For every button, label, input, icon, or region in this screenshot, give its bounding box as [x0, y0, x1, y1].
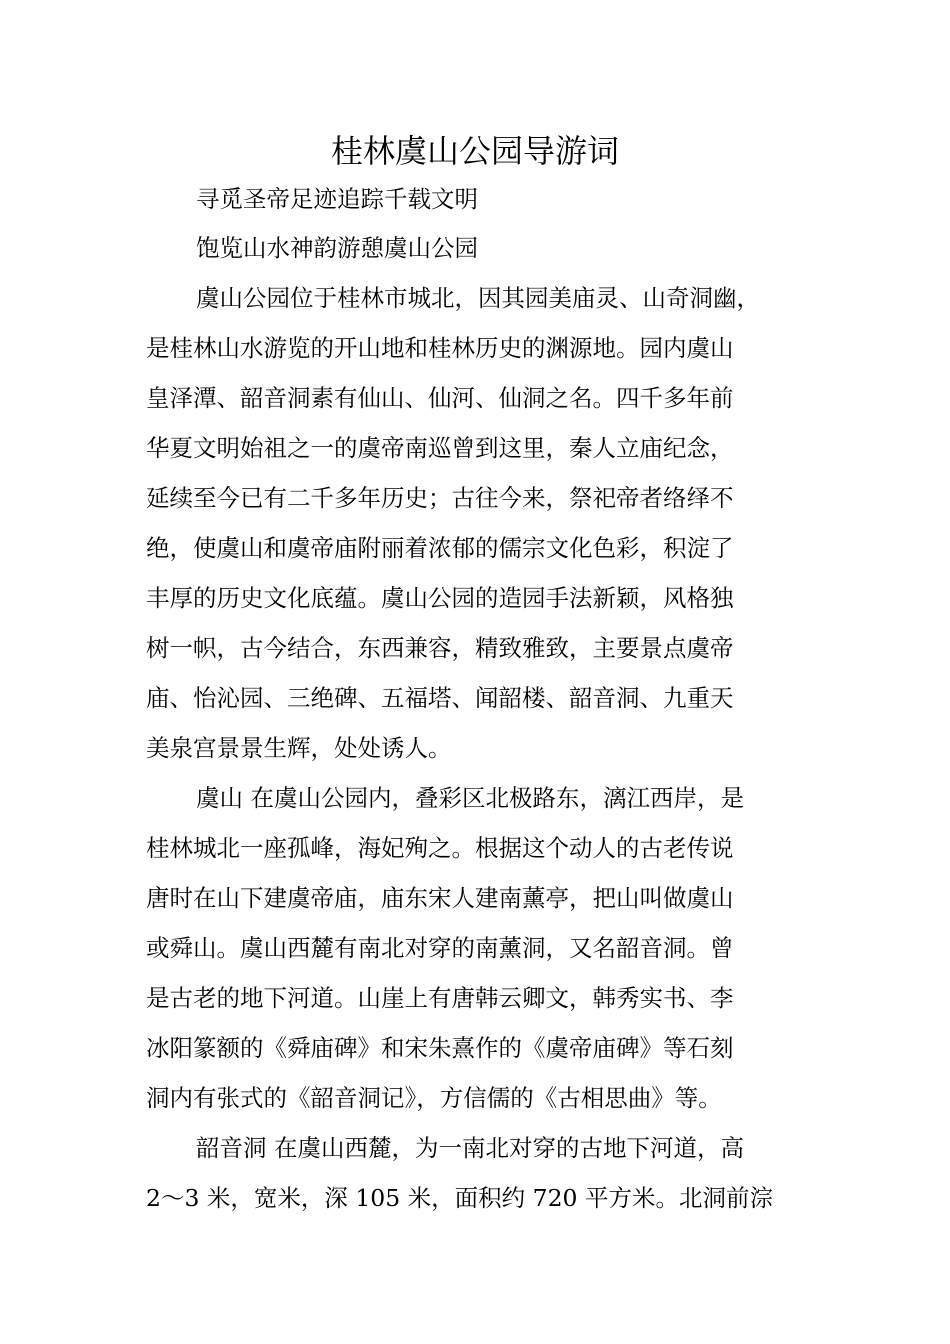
paragraph-line: 韶音洞 在虞山西麓，为一南北对穿的古地下河道，高 — [196, 1134, 744, 1162]
paragraph-line: 美泉宫景景生辉，处处诱人。 — [146, 734, 452, 762]
paragraph-line: 丰厚的历史文化底蕴。虞山公园的造园手法新颖，风格独 — [146, 584, 734, 612]
paragraph-line: 延续至今已有二千多年历史；古往今来，祭祀帝者络绎不 — [146, 484, 734, 512]
paragraph-line: 或舜山。虞山西麓有南北对穿的南薰洞，又名韶音洞。曾 — [146, 934, 734, 962]
subtitle-line-2: 饱览山水神韵游憩虞山公园 — [196, 234, 478, 262]
paragraph-line: 洞内有张式的《韶音洞记》，方信儒的《古相思曲》等。 — [146, 1084, 722, 1112]
paragraph-line: 是桂林山水游览的开山地和桂林历史的渊源地。园内虞山 — [146, 334, 734, 362]
paragraph-line: 冰阳篆额的《舜庙碑》和宋朱熹作的《虞帝庙碑》等石刻 — [146, 1034, 734, 1062]
paragraph-line: 庙、怡沁园、三绝碑、五福塔、闻韶楼、韶音洞、九重天 — [146, 684, 734, 712]
paragraph-line: 虞山 在虞山公园内，叠彩区北极路东，漓江西岸，是 — [196, 784, 744, 812]
paragraph-line: 华夏文明始祖之一的虞帝南巡曾到这里，秦人立庙纪念， — [146, 434, 734, 462]
paragraph-line: 虞山公园位于桂林市城北，因其园美庙灵、山奇洞幽， — [196, 284, 760, 312]
paragraph-line: 唐时在山下建虞帝庙，庙东宋人建南薰亭，把山叫做虞山 — [146, 884, 734, 912]
paragraph-line: 桂林城北一座孤峰，海妃殉之。根据这个动人的古老传说 — [146, 834, 734, 862]
paragraph-line: 是古老的地下河道。山崖上有唐韩云卿文，韩秀实书、李 — [146, 984, 734, 1012]
subtitle-line-1: 寻觅圣帝足迹追踪千载文明 — [196, 185, 478, 213]
paragraph-line: 绝，使虞山和虞帝庙附丽着浓郁的儒宗文化色彩，积淀了 — [146, 534, 734, 562]
paragraph-line: 2～3 米，宽米，深 105 米，面积约 720 平方米。北洞前淙 — [146, 1184, 773, 1212]
paragraph-line: 皇泽潭、韶音洞素有仙山、仙河、仙洞之名。四千多年前 — [146, 384, 734, 412]
paragraph-line: 树一帜，古今结合，东西兼容，精致雅致，主要景点虞帝 — [146, 634, 734, 662]
document-title: 桂林虞山公园导游词 — [330, 132, 619, 170]
